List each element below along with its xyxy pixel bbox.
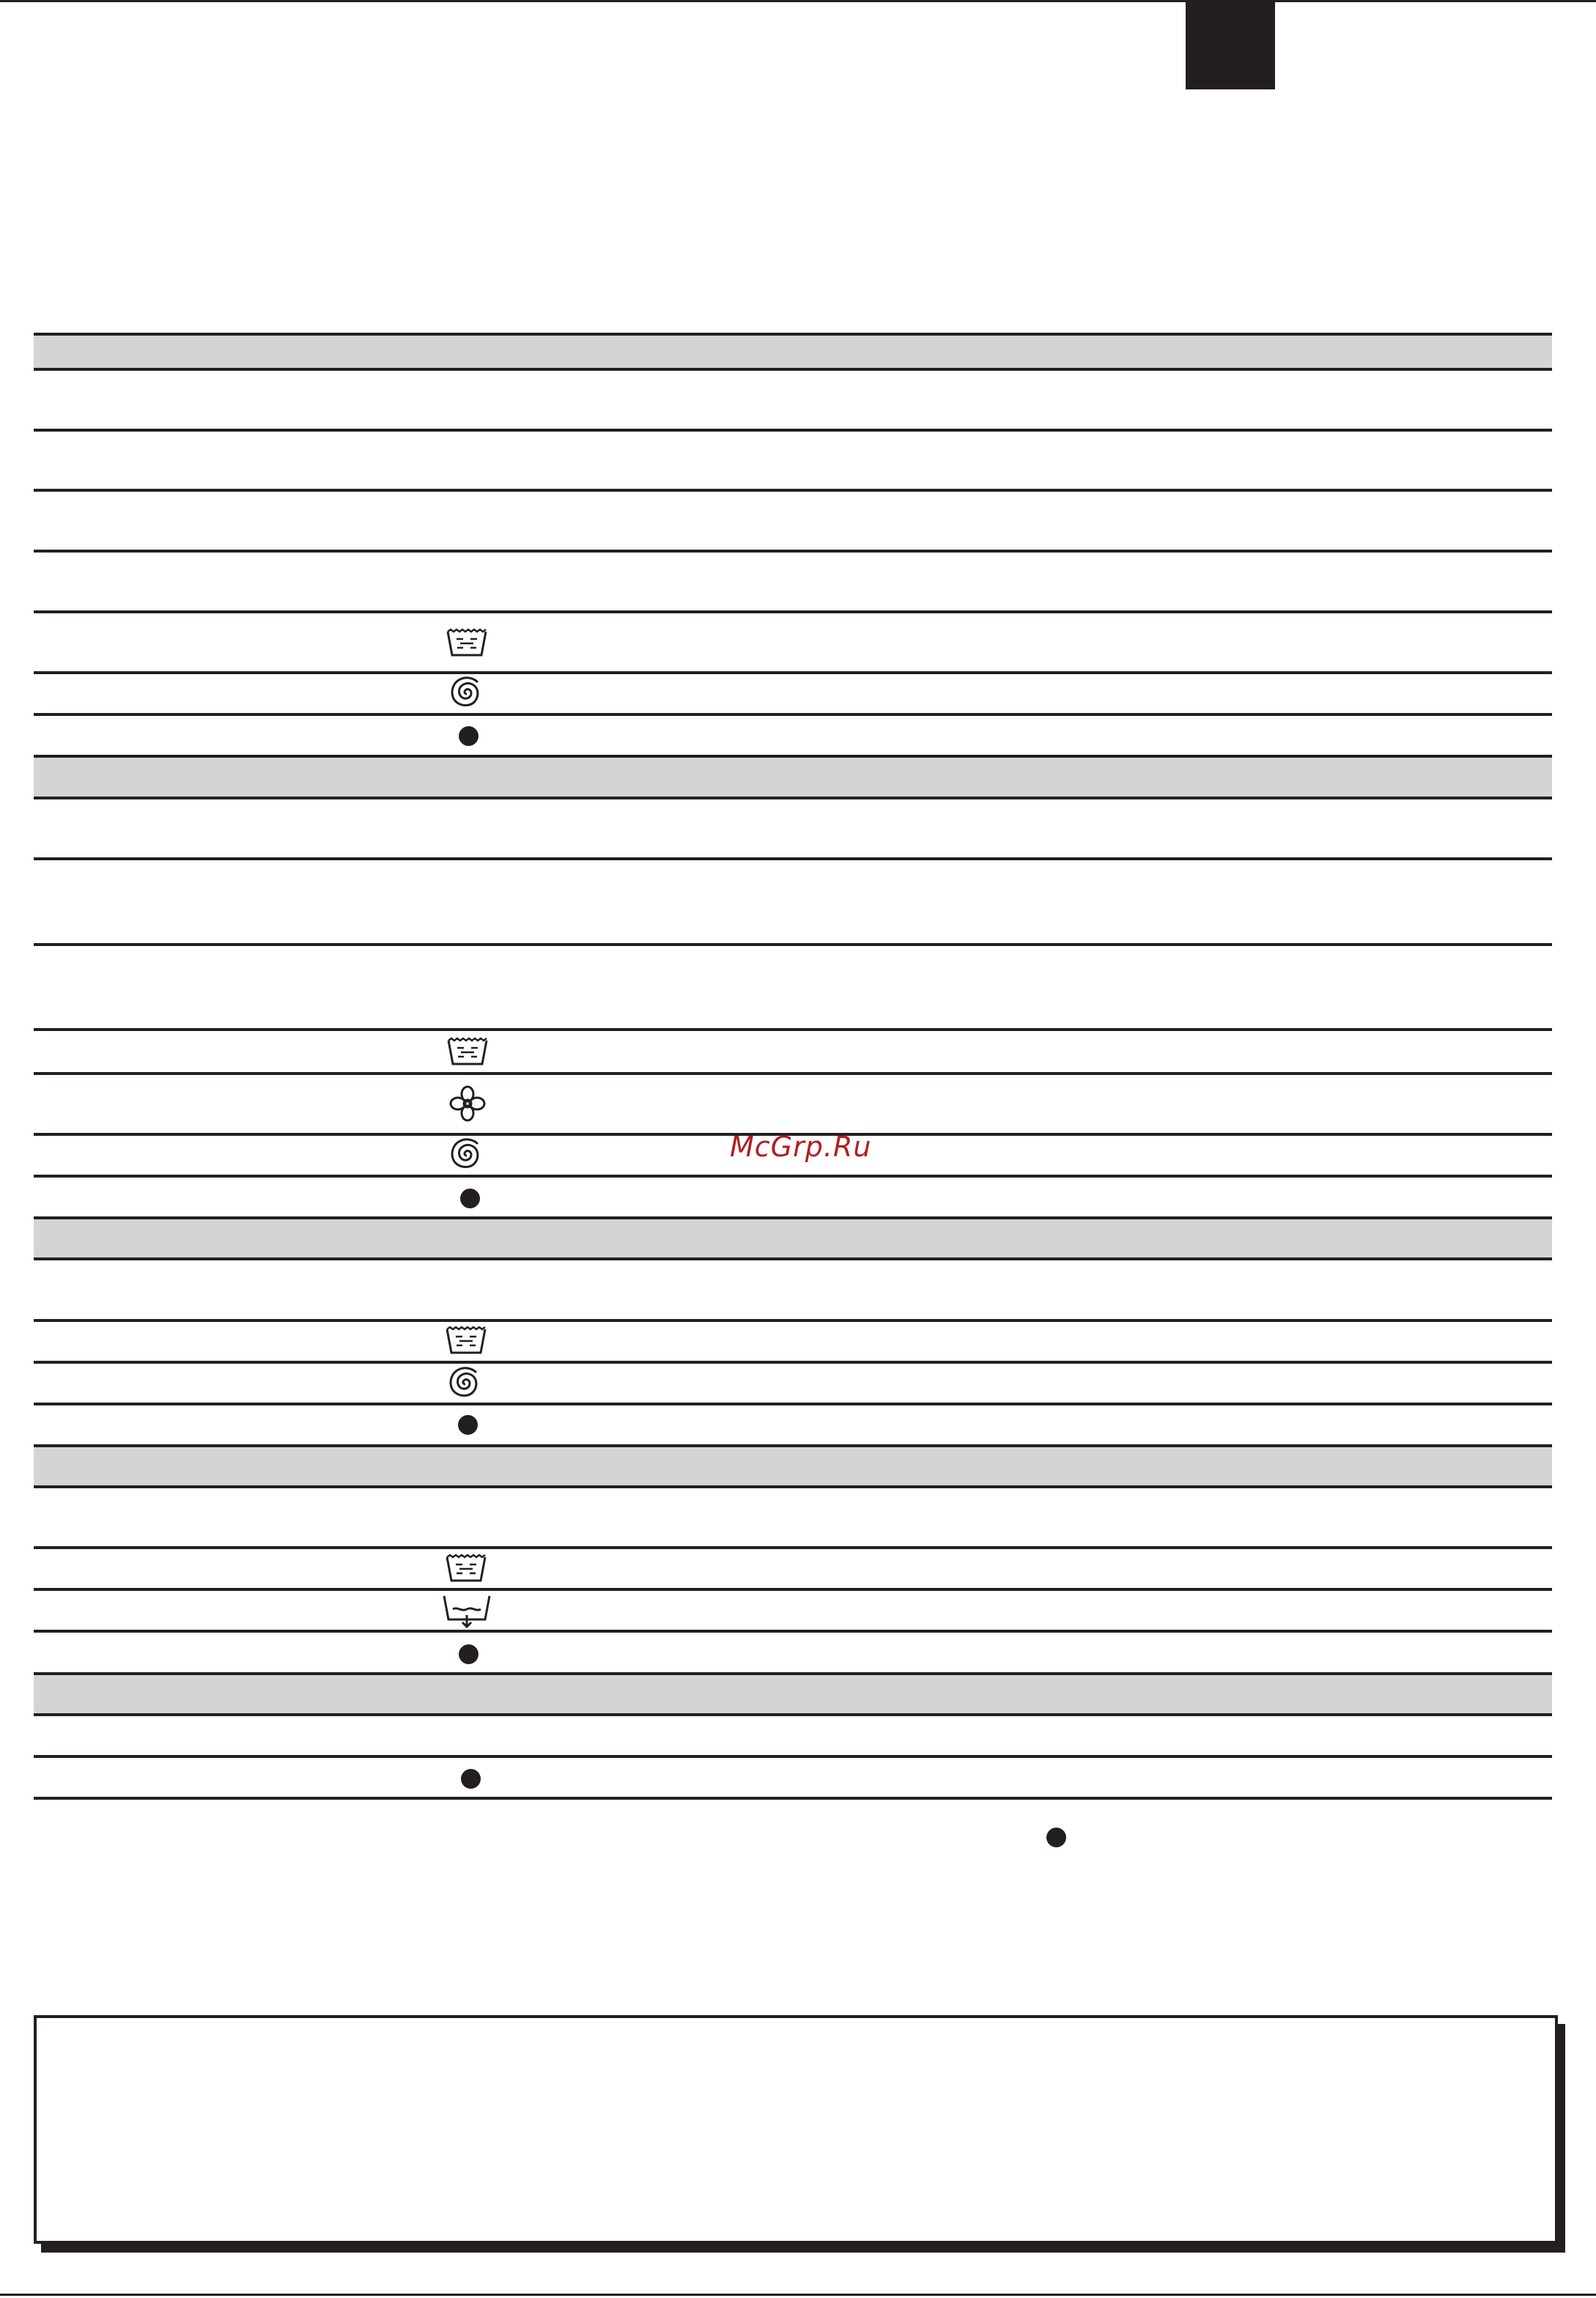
table-rule — [34, 368, 1552, 371]
table-rule — [34, 1403, 1552, 1405]
table-rule — [34, 755, 1552, 758]
table-rule — [34, 610, 1552, 613]
wash-tub-icon — [446, 627, 488, 658]
rinse-flower-icon — [448, 1085, 487, 1123]
table-rule — [34, 1485, 1552, 1488]
table-rule — [34, 1672, 1552, 1675]
table-rule — [34, 333, 1552, 336]
table-rule — [34, 429, 1552, 432]
table-rule — [34, 1257, 1552, 1260]
table-rule — [34, 1319, 1552, 1322]
end-dot-icon — [459, 1644, 479, 1664]
section-tab-marker — [1186, 0, 1275, 89]
note-box — [34, 2015, 1558, 2244]
end-dot-icon — [461, 1769, 481, 1789]
section-header-band-5 — [34, 1674, 1552, 1715]
end-dot-icon — [460, 1189, 480, 1208]
end-dot-icon — [458, 1415, 478, 1435]
table-rule — [34, 1216, 1552, 1219]
table-rule — [34, 1630, 1552, 1633]
table-rule — [34, 1444, 1552, 1447]
table-rule — [34, 713, 1552, 716]
section-header-band-2 — [34, 757, 1552, 798]
table-rule — [34, 1713, 1552, 1716]
table-rule — [34, 671, 1552, 674]
table-rule — [34, 797, 1552, 799]
table-rule — [34, 550, 1552, 553]
legend-dot-icon — [1046, 1828, 1066, 1847]
wash-tub-icon — [445, 1553, 487, 1584]
spin-spiral-icon — [448, 674, 485, 712]
table-rule — [34, 1546, 1552, 1549]
table-rule — [34, 1028, 1552, 1031]
section-header-band-3 — [34, 1219, 1552, 1259]
table-rule — [34, 1755, 1552, 1758]
table-rule — [34, 943, 1552, 946]
drain-tub-icon — [441, 1593, 492, 1628]
end-dot-icon — [459, 726, 479, 746]
spin-spiral-icon — [448, 1136, 485, 1174]
table-rule — [34, 1175, 1552, 1178]
wash-tub-icon — [445, 1325, 487, 1356]
table-rule — [34, 857, 1552, 860]
watermark-text: McGrp.Ru — [730, 1131, 872, 1163]
table-rule — [34, 1588, 1552, 1591]
table-rule — [34, 1797, 1552, 1800]
page-top-rule — [0, 0, 1596, 2]
section-header-band-4 — [34, 1447, 1552, 1487]
page-bottom-rule — [0, 2294, 1596, 2296]
wash-tub-icon — [446, 1036, 489, 1067]
table-rule — [34, 1361, 1552, 1364]
table-rule — [34, 489, 1552, 492]
table-rule — [34, 1072, 1552, 1075]
section-header-band-1 — [34, 334, 1552, 369]
spin-spiral-icon — [447, 1364, 484, 1403]
